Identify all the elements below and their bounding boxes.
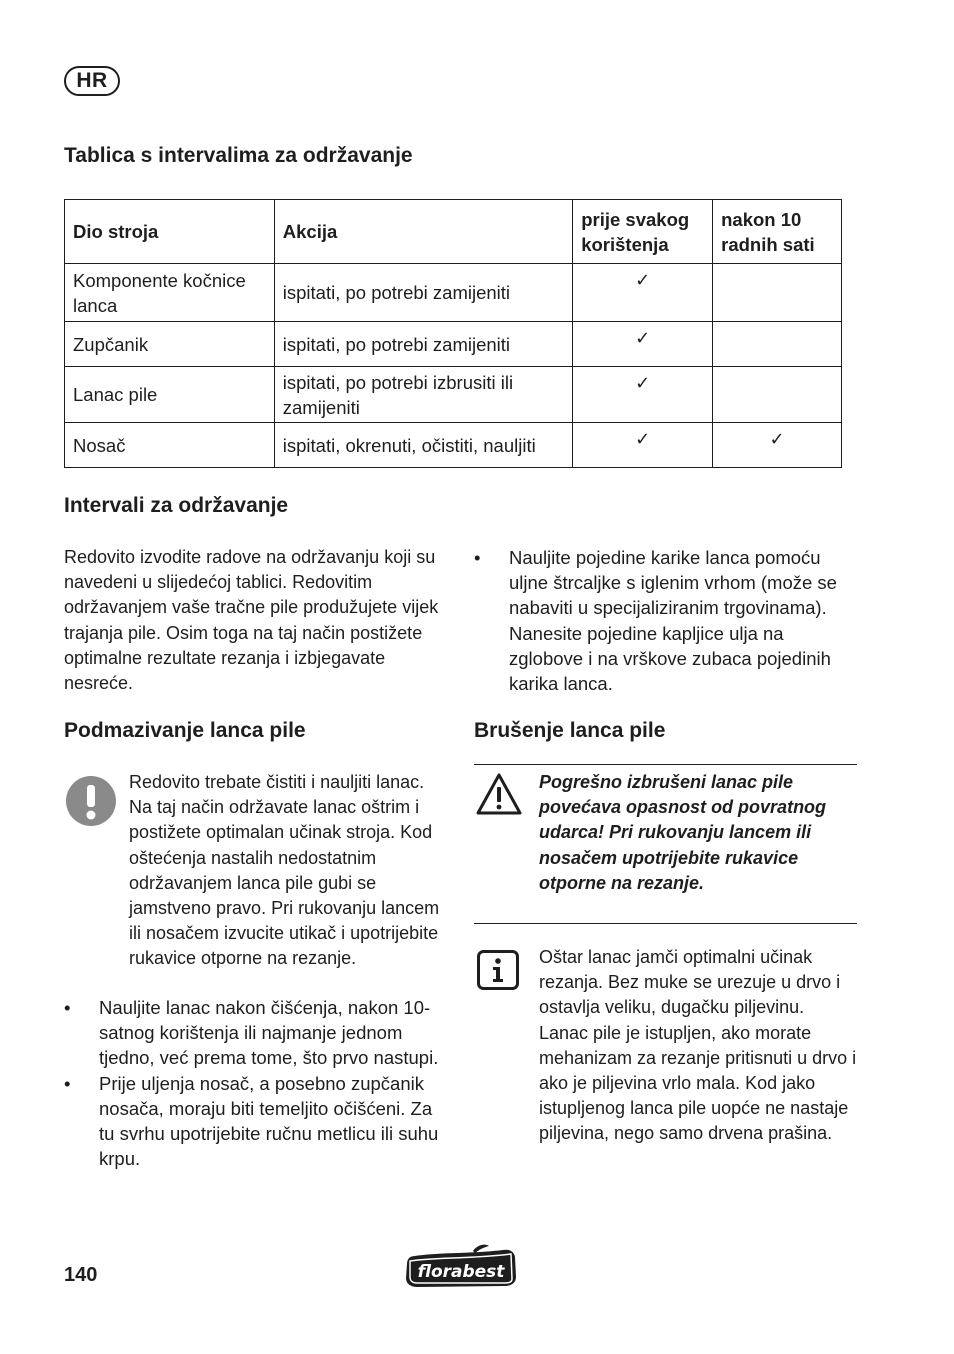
check-cell <box>713 264 842 322</box>
maintenance-table <box>64 199 842 468</box>
action-cell: ispitati, okrenuti, očistiti, nauljiti <box>274 423 572 468</box>
column-header: Akcija <box>274 200 572 264</box>
column-header: nakon 10 radnih sati <box>713 200 842 264</box>
table-row <box>65 264 842 322</box>
part-cell: Nosač <box>65 423 275 468</box>
check-icon: ✓ <box>573 264 713 322</box>
intervals-title: Intervali za održavanje <box>64 494 289 517</box>
page-number: 140 <box>64 1264 98 1286</box>
bullet-icon: • <box>64 1072 71 1094</box>
warning-text: Pogrešno izbrušeni lanac pile povećava opasnost od povratnog udarca! Pri rukovanju lancem ili nosačem upotrijebite rukavice otporne na rezanje. <box>539 772 827 893</box>
check-icon: ✓ <box>713 423 842 468</box>
warning-top-rule <box>474 764 857 765</box>
list-item <box>474 545 858 696</box>
table-row <box>65 367 842 423</box>
action-cell: ispitati, po potrebi izbrusiti ili zamijeniti <box>274 367 572 423</box>
action-cell: ispitati, po potrebi zamijeniti <box>274 264 572 322</box>
list-item <box>64 995 449 1071</box>
table-header-row <box>65 200 842 264</box>
part-cell: Komponente kočnice lanca <box>65 264 275 322</box>
lubrication-title: Podmazivanje lanca pile <box>64 719 306 742</box>
list-item-text: Nauljite lanac nakon čišćenja, nakon 10-satnog korištenja ili najmanje jednom tjedno, već prema tome, što prvo nastupi. <box>99 997 439 1069</box>
language-code: HR <box>76 69 108 92</box>
list-item-text: Prije uljenja nosač, a posebno zupčanik nosača, moraju biti temeljito očišćeni. Za tu svrhu upotrijebite ručnu metlicu ili suhu krpu. <box>99 1072 439 1170</box>
check-icon: ✓ <box>573 367 713 423</box>
table-row <box>65 423 842 468</box>
warning-bottom-rule <box>474 923 857 924</box>
list-item <box>64 1071 449 1172</box>
list-item-text: Nauljite pojedine karike lanca pomoću uljne štrcaljke s iglenim vrhom (može se nabaviti u specijaliziranim trgovinama). Nanesite pojedine kapljice ulja na zglobove i na vrškove zubaca pojedinih karika lanca. <box>509 547 837 695</box>
info-text: Oštar lanac jamči optimalni učinak rezanja. Bez muke se urezuje u drvo i ostavlja veliku, dugačku piljevinu. Lanac pile je istupljen, ako morate mehanizam za rezanje pritisnuti u drvo i ako je piljevina vrlo mala. Kod jako istupljenog lanca pile uopće ne nastaje piljevina, nego samo drvena prašina. <box>539 947 857 1144</box>
lubrication-bullet-list <box>64 995 449 1171</box>
florabest-logo <box>403 1243 519 1289</box>
sharpening-title: Brušenje lanca pile <box>474 719 666 742</box>
intervals-text: Redovito izvodite radove na održavanju koji su navedeni u slijedećoj tablici. Redovitim održavanjem vaše tračne pile produžujete vijek trajanja pile. Osim toga na taj način postižete optimalne rezultate rezanja i izbjegavate nesreće. <box>64 547 439 694</box>
check-cell <box>713 367 842 423</box>
column-header: Dio stroja <box>65 200 275 264</box>
bullet-icon: • <box>474 547 481 568</box>
warning-triangle-icon <box>475 772 523 816</box>
svg-text:florabest: florabest <box>417 1262 505 1282</box>
table-row <box>65 322 842 367</box>
lubrication-note: Redovito trebate čistiti i nauljiti lanac. Na taj način održavate lanac oštrim i postižete optimalan učinak stroja. Kod oštećenja nastalih nedostatnim održavanjem lanca pile gubi se jamstveno pravo. Pri rukovanju lancem ili nosačem izvucite utikač i upotrijebite rukavice otporne na rezanje. <box>129 772 440 969</box>
info-icon <box>477 950 519 990</box>
language-badge <box>64 66 120 96</box>
action-cell: ispitati, po potrebi zamijeniti <box>274 322 572 367</box>
part-cell: Lanac pile <box>65 367 275 423</box>
exclamation-icon <box>66 776 116 826</box>
check-icon: ✓ <box>573 322 713 367</box>
column-header: prije svakog korištenja <box>573 200 713 264</box>
part-cell: Zupčanik <box>65 322 275 367</box>
table-title: Tablica s intervalima za održavanje <box>64 144 413 167</box>
bullet-icon: • <box>64 997 71 1018</box>
intervals-bullet-list <box>474 545 858 696</box>
check-icon: ✓ <box>573 423 713 468</box>
check-cell <box>713 322 842 367</box>
